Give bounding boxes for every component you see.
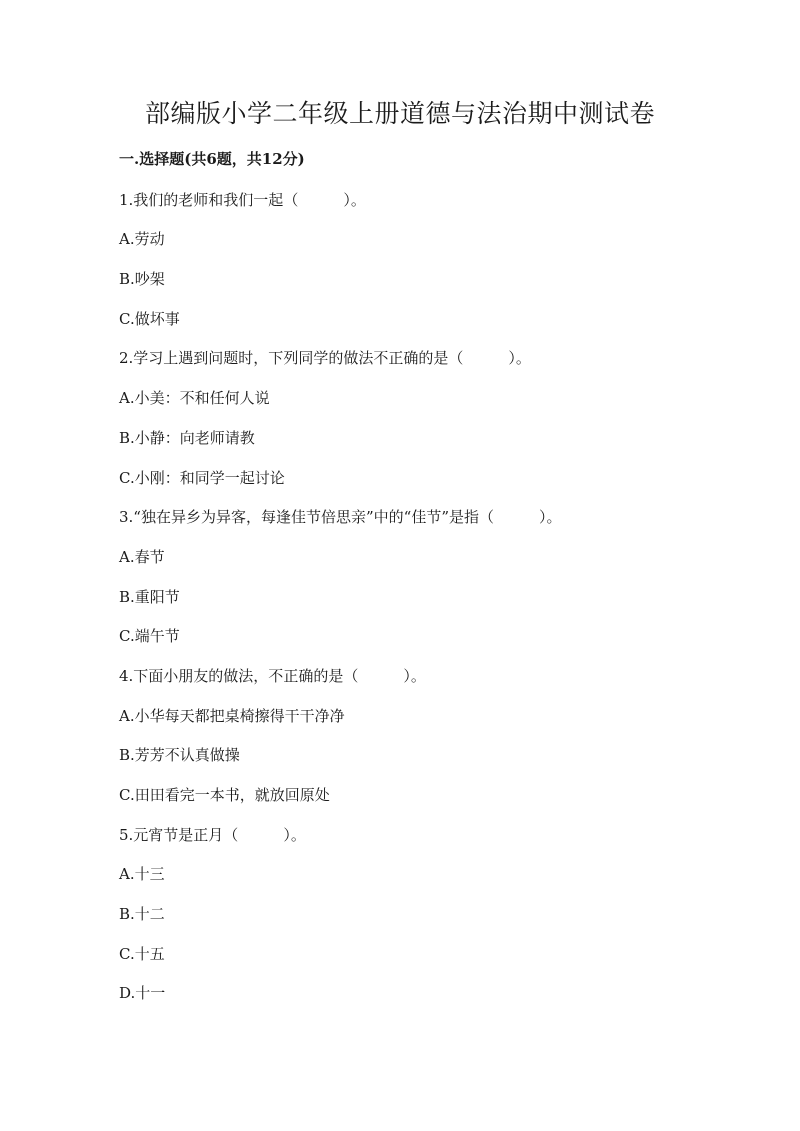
question-5-stem: 5.元宵节是正月（ ）。 <box>119 826 306 844</box>
question-2-stem: 2.学习上遇到问题时，下列同学的做法不正确的是（ ）。 <box>119 349 531 367</box>
question-4-option-b: B.芳芳不认真做操 <box>119 746 240 764</box>
page-title: 部编版小学二年级上册道德与法治期中测试卷 <box>144 99 655 128</box>
question-1-option-c: C.做坏事 <box>119 310 180 328</box>
question-3-option-b: B.重阳节 <box>119 588 180 606</box>
question-3-option-c: C.端午节 <box>119 627 180 645</box>
question-5-option-c: C.十五 <box>119 945 165 963</box>
question-4-option-a: A.小华每天都把桌椅擦得干干净净 <box>119 707 345 725</box>
question-3-stem: 3.“独在异乡为异客，每逢佳节倍思亲”中的“佳节”是指（ ）。 <box>119 508 562 526</box>
section-heading: 一.选择题(共6题，共12分) <box>119 150 305 168</box>
question-1-stem: 1.我们的老师和我们一起（ ）。 <box>119 191 366 209</box>
question-3-option-a: A.春节 <box>119 548 165 566</box>
question-5-option-d: D.十一 <box>119 984 166 1002</box>
question-2-option-b: B.小静：向老师请教 <box>119 429 255 447</box>
question-4-option-c: C.田田看完一本书，就放回原处 <box>119 786 330 804</box>
question-4-stem: 4.下面小朋友的做法，不正确的是（ ）。 <box>119 667 426 685</box>
question-5-option-a: A.十三 <box>119 865 165 883</box>
question-2-option-a: A.小美：不和任何人说 <box>119 389 270 407</box>
question-2-option-c: C.小刚：和同学一起讨论 <box>119 469 285 487</box>
question-5-option-b: B.十二 <box>119 905 165 923</box>
question-1-option-a: A.劳动 <box>119 230 165 248</box>
question-1-option-b: B.吵架 <box>119 270 165 288</box>
